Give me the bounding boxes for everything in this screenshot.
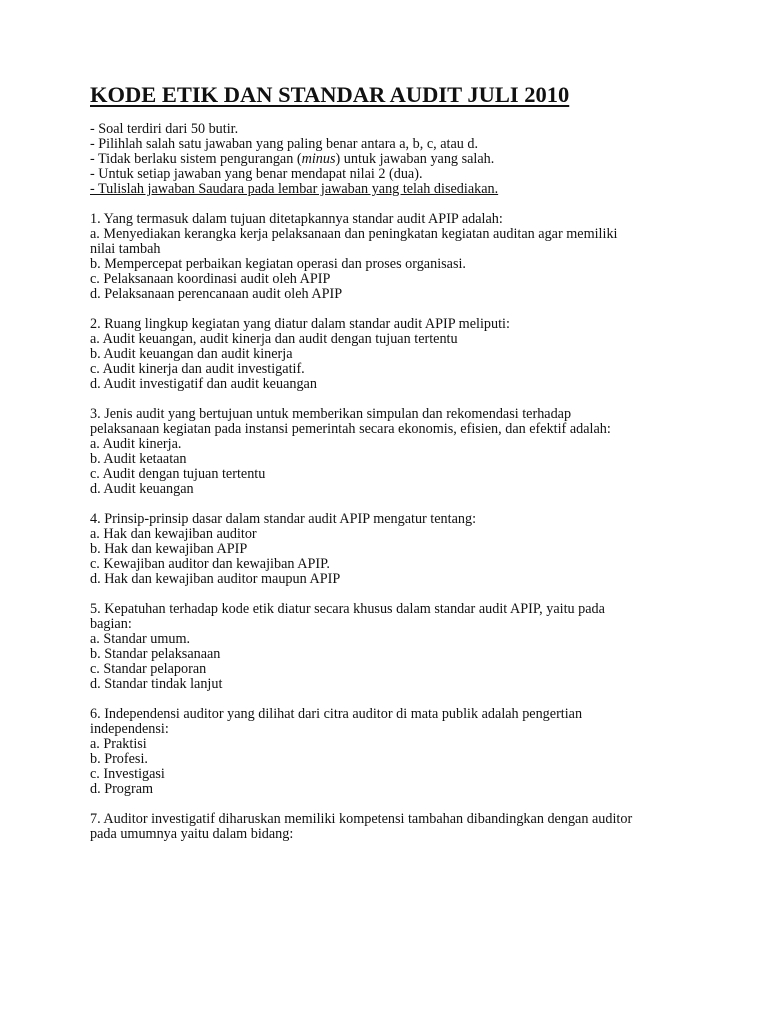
question-text: 4. Prinsip-prinsip dasar dalam standar audit APIP mengatur tentang: bbox=[90, 511, 477, 527]
instruction-line: - Untuk setiap jawaban yang benar mendapat nilai 2 (dua). bbox=[90, 166, 423, 182]
question-text: 6. Independensi auditor yang dilihat dari citra auditor di mata publik adalah pengertian bbox=[90, 706, 583, 722]
answer-option: nilai tambah bbox=[90, 241, 161, 257]
document-page bbox=[90, 80, 690, 842]
answer-option: a. Audit kinerja. bbox=[90, 436, 182, 452]
question-block bbox=[90, 212, 690, 302]
answer-option: a. Menyediakan kerangka kerja pelaksanaan dan peningkatan kegiatan auditan agar memiliki bbox=[90, 226, 618, 242]
answer-option: a. Hak dan kewajiban auditor bbox=[90, 526, 257, 542]
instruction-text: ) untuk jawaban yang salah. bbox=[335, 151, 495, 167]
instruction-line-underlined: - Tulislah jawaban Saudara pada lembar jawaban yang telah disediakan. bbox=[90, 181, 499, 197]
answer-option: d. Audit investigatif dan audit keuangan bbox=[90, 376, 317, 392]
question-text: 2. Ruang lingkup kegiatan yang diatur dalam standar audit APIP meliputi: bbox=[90, 316, 510, 332]
document-title: KODE ETIK DAN STANDAR AUDIT JULI 2010 bbox=[90, 82, 570, 107]
question-text: 7. Auditor investigatif diharuskan memiliki kompetensi tambahan dibandingkan dengan auditor bbox=[90, 811, 633, 827]
question-block bbox=[90, 812, 690, 842]
answer-option: c. Investigasi bbox=[90, 766, 165, 782]
answer-option: d. Program bbox=[90, 781, 154, 797]
answer-option: d. Pelaksanaan perencanaan audit oleh APIP bbox=[90, 286, 343, 302]
spacer bbox=[90, 587, 690, 602]
answer-option: a. Praktisi bbox=[90, 736, 147, 752]
answer-option: c. Audit kinerja dan audit investigatif. bbox=[90, 361, 305, 377]
answer-option: b. Profesi. bbox=[90, 751, 148, 767]
question-text: 5. Kepatuhan terhadap kode etik diatur secara khusus dalam standar audit APIP, yaitu pada bbox=[90, 601, 605, 617]
question-block bbox=[90, 512, 690, 587]
instruction-text: - Tidak berlaku sistem pengurangan ( bbox=[90, 151, 302, 167]
instruction-line bbox=[90, 152, 690, 167]
spacer bbox=[90, 197, 690, 212]
question-text: independensi: bbox=[90, 721, 169, 737]
question-text: bagian: bbox=[90, 616, 132, 632]
instruction-line: - Soal terdiri dari 50 butir. bbox=[90, 121, 239, 137]
answer-option: c. Audit dengan tujuan tertentu bbox=[90, 466, 266, 482]
answer-option: d. Standar tindak lanjut bbox=[90, 676, 223, 692]
answer-option: a. Standar umum. bbox=[90, 631, 191, 647]
question-block bbox=[90, 602, 690, 692]
answer-option: a. Audit keuangan, audit kinerja dan audit dengan tujuan tertentu bbox=[90, 331, 458, 347]
question-text: pelaksanaan kegiatan pada instansi pemerintah secara ekonomis, efisien, dan efektif adalah: bbox=[90, 421, 611, 437]
question-text: pada umumnya yaitu dalam bidang: bbox=[90, 826, 294, 842]
question-text: 3. Jenis audit yang bertujuan untuk memberikan simpulan dan rekomendasi terhadap bbox=[90, 406, 572, 422]
spacer bbox=[90, 797, 690, 812]
instruction-line: - Pilihlah salah satu jawaban yang paling benar antara a, b, c, atau d. bbox=[90, 136, 479, 152]
question-text: 1. Yang termasuk dalam tujuan ditetapkannya standar audit APIP adalah: bbox=[90, 211, 503, 227]
answer-option: d. Hak dan kewajiban auditor maupun APIP bbox=[90, 571, 341, 587]
question-block bbox=[90, 407, 690, 497]
spacer bbox=[90, 392, 690, 407]
answer-option: c. Kewajiban auditor dan kewajiban APIP. bbox=[90, 556, 330, 572]
question-block bbox=[90, 707, 690, 797]
answer-option: b. Audit ketaatan bbox=[90, 451, 187, 467]
answer-option: b. Standar pelaksanaan bbox=[90, 646, 221, 662]
spacer bbox=[90, 692, 690, 707]
question-list bbox=[90, 197, 690, 842]
answer-option: b. Audit keuangan dan audit kinerja bbox=[90, 346, 293, 362]
answer-option: b. Hak dan kewajiban APIP bbox=[90, 541, 248, 557]
answer-option: c. Standar pelaporan bbox=[90, 661, 207, 677]
answer-option: d. Audit keuangan bbox=[90, 481, 194, 497]
answer-option: c. Pelaksanaan koordinasi audit oleh APIP bbox=[90, 271, 331, 287]
instructions-block bbox=[90, 122, 690, 197]
answer-option: b. Mempercepat perbaikan kegiatan operasi dan proses organisasi. bbox=[90, 256, 466, 272]
spacer bbox=[90, 302, 690, 317]
instruction-italic: minus bbox=[301, 151, 336, 167]
spacer bbox=[90, 497, 690, 512]
question-block bbox=[90, 317, 690, 392]
